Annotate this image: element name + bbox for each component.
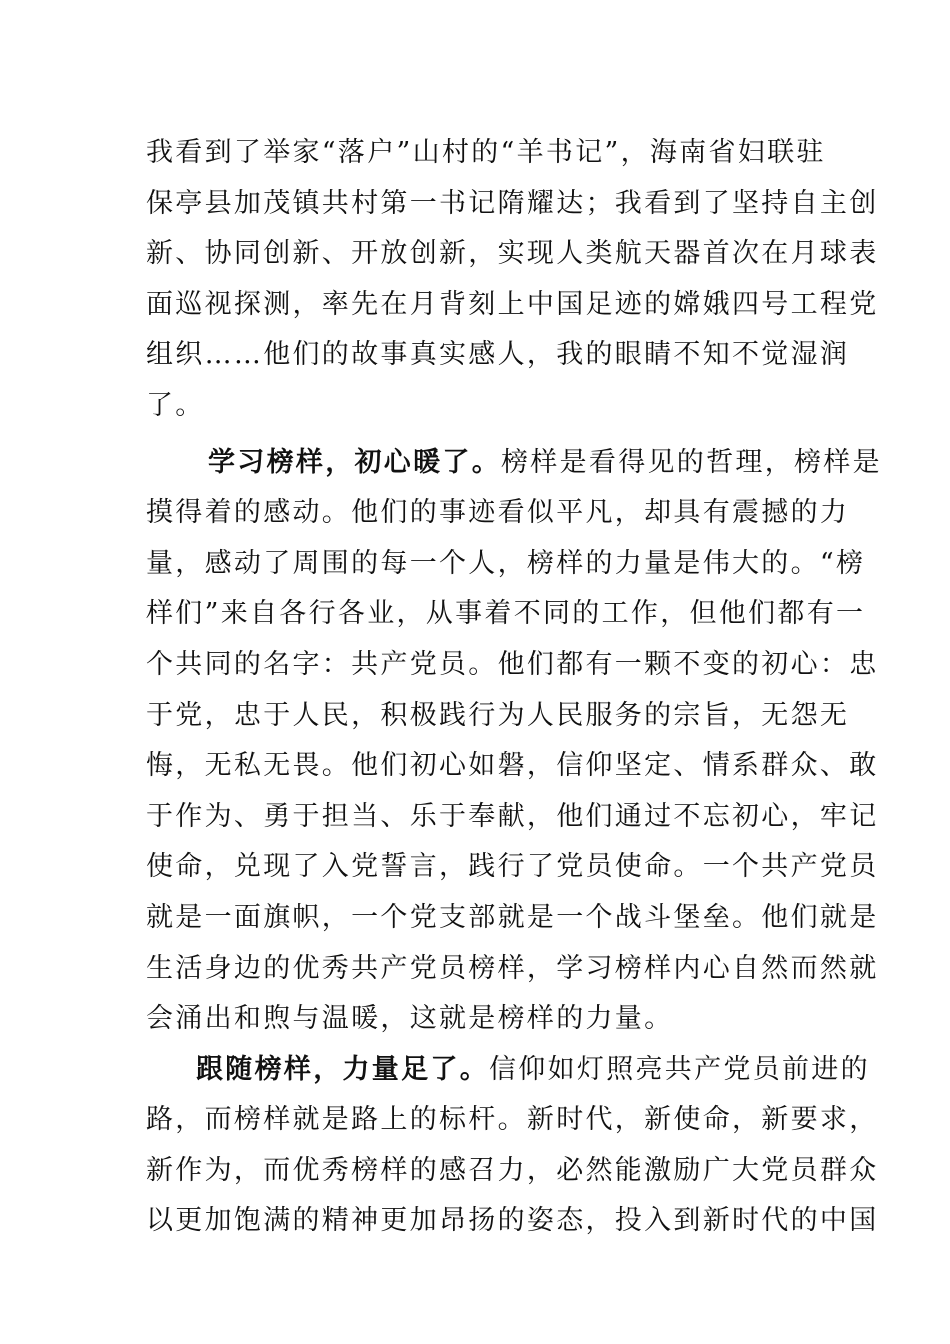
paragraph-2 [146, 438, 882, 1045]
paragraph-line: 组织……他们的故事真实感人，我的眼睛不知不觉湿润 [146, 339, 850, 371]
paragraph-line: 于作为、勇于担当、乐于奉献，他们通过不忘初心，牢记 [146, 800, 879, 832]
paragraph-line: 使命，兑现了入党誓言，践行了党员使命。一个共产党员 [146, 851, 879, 883]
paragraph-line: 了。 [146, 389, 205, 421]
paragraph-line: 新、协同创新、开放创新，实现人类航天器首次在月球表 [146, 238, 879, 270]
paragraph-line: 就是一面旗帜，一个党支部就是一个战斗堡垒。他们就是 [146, 901, 879, 933]
paragraph-line: 路，而榜样就是路上的标杆。新时代，新使命，新要求， [146, 1104, 879, 1136]
section-heading: 跟随榜样，力量足了。 [196, 1053, 489, 1085]
paragraph-line: 我看到了举家“落户”山村的“羊书记”，海南省妇联驻 [146, 137, 826, 168]
section-heading: 学习榜样，初心暖了。 [208, 446, 501, 478]
paragraph-line: 个共同的名字：共产党员。他们都有一颗不变的初心：忠 [146, 648, 879, 680]
paragraph-line: 会涌出和煦与温暖，这就是榜样的力量。 [146, 1003, 674, 1035]
paragraph-line: 于党，忠于人民，积极践行为人民服务的宗旨，无怨无 [146, 699, 850, 731]
document-body [146, 128, 882, 1247]
paragraph-line: 悔，无私无畏。他们初心如磐，信仰坚定、情系群众、敢 [146, 750, 879, 782]
paragraph-line: 新作为，而优秀榜样的感召力，必然能激励广大党员群众 [146, 1154, 879, 1186]
paragraph-first-line [146, 438, 882, 489]
paragraph-line: 保亭县加茂镇共村第一书记隋耀达；我看到了坚持自主创 [146, 187, 879, 219]
paragraph-3 [146, 1045, 879, 1247]
paragraph-text: 信仰如灯照亮共产党员前进的 [489, 1053, 870, 1085]
paragraph-line: 摸得着的感动。他们的事迹看似平凡，却具有震撼的力 [146, 497, 850, 529]
paragraph-text: 榜样是看得见的哲理，榜样是 [501, 446, 882, 478]
paragraph-line: 样们”来自各行各业，从事着不同的工作，但他们都有一 [146, 598, 866, 630]
paragraph-line: 生活身边的优秀共产党员榜样，学习榜样内心自然而然就 [146, 952, 879, 984]
paragraph-line: 面巡视探测，率先在月背刻上中国足迹的嫦娥四号工程党 [146, 288, 879, 320]
paragraph-first-line [146, 1045, 870, 1096]
paragraph-line: 量，感动了周围的每一个人，榜样的力量是伟大的。“榜 [146, 547, 866, 579]
paragraph-1 [146, 128, 879, 432]
paragraph-line: 以更加饱满的精神更加昂扬的姿态，投入到新时代的中国 [146, 1205, 879, 1237]
